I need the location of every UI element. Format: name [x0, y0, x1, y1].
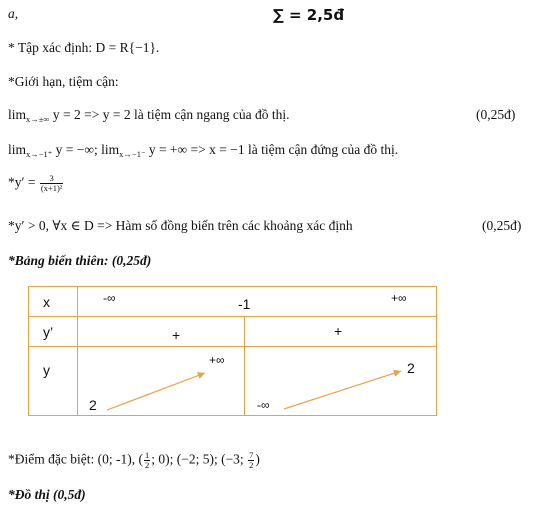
derivative-fraction	[40, 174, 64, 193]
sign-left: +	[172, 327, 181, 343]
row-label-x: x	[43, 294, 50, 310]
fraction-one-half	[144, 451, 150, 470]
part-label: a,	[8, 6, 19, 21]
special-mid: ; 0); (−2; 5); (−3;	[151, 451, 248, 467]
row-label-y: y	[43, 362, 50, 378]
special-prefix: *Điểm đặc biệt: (0; -1), (	[8, 451, 143, 467]
x-neg-infinity: -∞	[103, 291, 116, 305]
special-end: )	[255, 451, 260, 467]
increase-arrow-right	[284, 371, 401, 409]
variation-arrows	[29, 287, 438, 417]
total-score: ∑ = 2,5đ	[273, 6, 345, 24]
fraction-denominator: 2	[144, 460, 150, 470]
monotonic-score: (0,25đ)	[482, 218, 522, 233]
x-pos-infinity: +∞	[391, 291, 407, 305]
row-label-yprime: y’	[43, 324, 54, 340]
vertical-asymptote-line	[8, 142, 398, 160]
derivative-prefix: *y′ =	[8, 174, 39, 190]
lim-subscript: x→−1⁻	[119, 149, 146, 159]
variation-table	[28, 286, 437, 416]
special-points-line	[8, 451, 260, 470]
y-right-start: -∞	[257, 398, 270, 412]
fraction-denominator: (x+1)²	[40, 183, 63, 193]
vertical-rest-1: y = −∞; lim	[52, 142, 120, 157]
fraction-numerator: 7	[249, 450, 254, 460]
limits-heading: *Giới hạn, tiệm cận:	[8, 74, 119, 89]
increase-arrow-left	[107, 373, 205, 410]
fraction-seven-half	[248, 451, 254, 470]
graph-heading: *Đồ thị (0,5đ)	[8, 487, 86, 502]
fraction-denominator: 2	[249, 460, 254, 470]
horizontal-score: (0,25đ)	[476, 107, 516, 122]
monotonic-line: *y′ > 0, ∀x ∈ D => Hàm số đồng biến trên các khoảng xác định	[8, 218, 353, 233]
lim-text: lim	[8, 107, 27, 122]
derivative-line	[8, 174, 64, 193]
fraction-numerator: 1	[144, 450, 150, 460]
sign-right: +	[334, 323, 343, 339]
y-right-end: 2	[407, 360, 415, 376]
horizontal-asymptote-line	[8, 107, 290, 124]
lim-text: lim	[8, 142, 27, 157]
variation-table-heading: *Bảng biến thiên: (0,25đ)	[8, 253, 152, 268]
y-left-end: +∞	[209, 353, 225, 367]
lim-subscript: x→−1⁺	[26, 149, 53, 159]
x-minus-one: -1	[238, 296, 251, 312]
horizontal-rest: y = 2 => y = 2 là tiệm cận ngang của đồ thị.	[49, 107, 290, 122]
y-left-start: 2	[89, 397, 97, 413]
vertical-rest-2: y = +∞ => x = −1 là tiệm cận đứng của đồ thị.	[145, 142, 399, 157]
lim-subscript: x→±∞	[26, 114, 50, 124]
fraction-numerator: 3	[40, 174, 64, 184]
domain-line: * Tập xác định: D = R{−1}.	[8, 40, 160, 55]
